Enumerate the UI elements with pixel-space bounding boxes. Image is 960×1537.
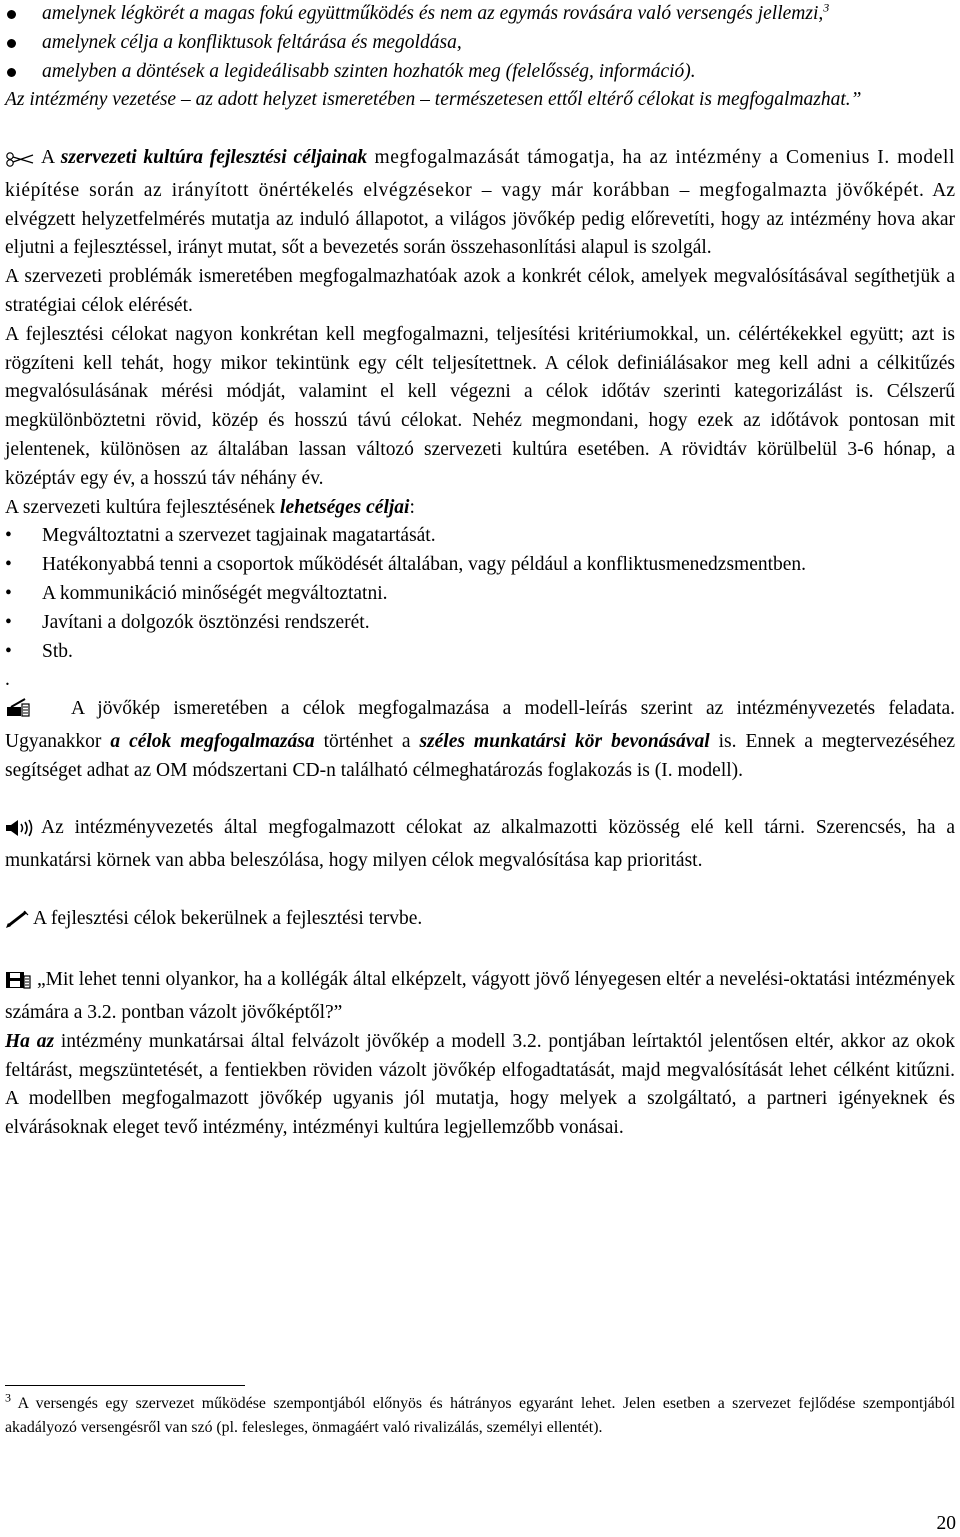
floppy-disk-icon [5, 970, 31, 999]
footnote-separator [5, 1385, 245, 1386]
loudspeaker-icon [5, 818, 35, 847]
answer-paragraph: Ha az intézmény munkatársai által felvázolt jövőkép a modell 3.2. pontjában leírtaktól jelentősen eltér, akkor az okok feltárást, megszüntetését, a fentiekben röviden vázolt jövőkép elfogadtatását, majd megvalósítását lehet célként kitűzni. A modellben megfogalmazott jövőkép ugyanis jól mutatja, hogy melyek a szolgáltató, a partneri igényeknek és elvárásoknak eleget tevő intézmény, intézményi kultúra legjellemzőbb vonásai. [5, 1030, 955, 1139]
footnote-number: 3 [5, 1390, 11, 1405]
list-item: • A kommunikáció minőségét megváltoztatni. [5, 580, 955, 609]
list-item: • Javítani a dolgozók ösztönzési rendszerét. [5, 609, 955, 638]
footnote: $^3$ A versengés egy szervezet működése szempontjából előnyös és hátrányos egyaránt lehet. Jelen esetben a szervezet fejlődése szempontjából akadályozó versengésről van szó (pl. felesleges, önmagáért való rivalizálás, személyi ellentét). [5, 1390, 955, 1436]
list-item: • Stb. [5, 638, 955, 667]
intro-bullet-list [5, 0, 955, 86]
section-communication-paragraph: Az intézményvezetés által megfogalmazott célokat az alkalmazotti közösség elé kell tárni. Szerencsés, ha a munkatársi körnek van abba beleszólása, hogy milyen célok megvalósítása kap prioritást. [5, 817, 955, 872]
possible-goals-heading: A szervezeti kultúra fejlesztésének lehetséges céljai: [5, 496, 415, 518]
footnote-reference[interactable]: 3 [823, 0, 830, 15]
goals-list [5, 522, 955, 666]
section-vision-paragraph: A szervezeti kultúra fejlesztési céljainak megfogalmazását támogatja, ha az intézmény a Comenius I. modell kiépítése során az irányított önértékelés elvégzésekor – vagy már korábban – megfogalmazta jövőképét. Az elvégzett helyzetfelmérés mutatja az induló állapotot, a világos jövőkép pedig előrevetíti, hogy az intézmény hova akar eljutni a fejlesztéssel, irányt mutat, sőt a bevezetés során összehasonlítási alapul is szolgál. [5, 146, 955, 259]
list-item: amelynek célja a konfliktusok feltárása és megoldása, [5, 29, 955, 58]
list-item: • Megváltoztatni a szervezet tagjainak magatartását. [5, 522, 955, 551]
problems-paragraph: A szervezeti problémák ismeretében megfogalmazhatóak azok a konkrét célok, amelyek megvalósításával segíthetjük a stratégiai célok elérését. [5, 266, 955, 316]
section-goal-setting-paragraph: A jövőkép ismeretében a célok megfogalmazása a modell-leírás szerint az intézményvezetés feladata. Ugyanakkor a célok megfogalmazása történhet a széles munkatársi kör bevonásával is. Ennek a megtervezéséhez segítséget adhat az OM módszertani CD-n található célmeghatározás foglakozás is (I. modell). [5, 698, 956, 781]
list-item: amelynek légkörét a magas fokú együttműködés és nem az egymás rovására való versengés jellemzi,$^3$ [5, 0, 955, 29]
goal-definition-paragraph: A fejlesztési célokat nagyon konkrétan kell megfogalmazni, teljesítési kritériumokkal, un. célértékekkel együtt; azt is rögzíteni kell tehát, hogy mikor tekintünk egy célt teljesítettnek. A célok definiálásakor meg kell adni a célkitűzés megvalósulásának mérési módját, valamint el kell végezni a célok időtáv szerinti kategorizálást is. Célszerű megkülönböztetni rövid, közép és hosszú távú célokat. Nehéz megmondani, hogy ezek az időtávok pontosan mit jelentenek, különösen az általában lassan változó szervezeti kultúra esetében. A rövidtáv körülbelül 3-6 hónap, a középtáv egy év, a hosszú táv néhány év. [5, 323, 955, 489]
stray-dot: . [5, 669, 10, 691]
quote-ending-paragraph: Az intézmény vezetése – az adott helyzet ismeretében – természetesen ettől eltérő célokat is megfogalmazhat.” [5, 89, 862, 111]
document-page [5, 0, 955, 1143]
section-plan-paragraph: A fejlesztési célok bekerülnek a fejlesztési tervbe. [5, 905, 955, 938]
scissors-icon [5, 148, 35, 177]
list-item: amelyben a döntések a legideálisabb szinten hozhatók meg (felelősség, információ). [5, 58, 955, 87]
pencil-icon [5, 909, 29, 938]
page-number: 20 [936, 1513, 956, 1534]
list-item: • Hatékonyabbá tenni a csoportok működését általában, vagy például a konfliktusmenedzsmentben. [5, 551, 955, 580]
section-question-paragraph: „Mit lehet tenni olyankor, ha a kollégák által elképzelt, vágyott jövő lényegesen eltér a nevelési-oktatási intézmények számára a 3.2. pontban vázolt jövőképtől?” [5, 969, 955, 1024]
pencil-hand-icon [5, 698, 31, 728]
